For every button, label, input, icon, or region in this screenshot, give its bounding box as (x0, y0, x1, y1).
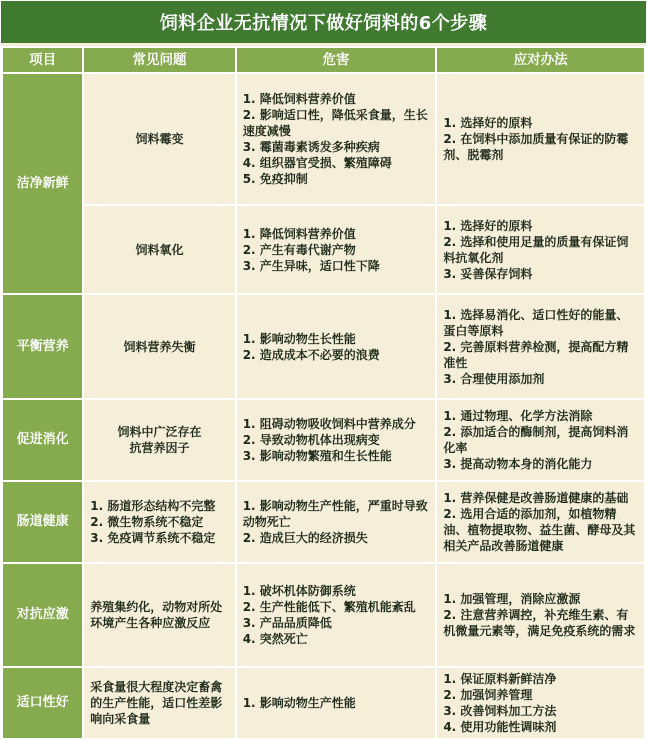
problem-cell (84, 564, 234, 666)
solution-line: 1. 营养保健是改善肠道健康的基础 (443, 491, 629, 505)
table-sheet (1, 1, 646, 734)
solution-line: 1. 选择易消化、适口性好的能量、蛋白等原料 (443, 307, 629, 338)
problem-line: 饲料中广泛存在 (117, 425, 202, 439)
problem-cell (84, 482, 234, 562)
item-cell: 适口性好 (3, 668, 82, 738)
item-cell: 促进消化 (3, 400, 82, 480)
harm-line: 2. 造成巨大的经济损失 (242, 531, 368, 545)
solution-line: 3. 合理使用添加剂 (443, 371, 545, 386)
steps-table (1, 46, 646, 740)
solution-line: 2. 在饲料中添加质量有保证的防霉剂、脱霉剂 (443, 132, 629, 162)
harm-line: 3. 影响动物繁殖和生长性能 (242, 449, 392, 463)
header-solution: 应对办法 (437, 48, 644, 72)
problem-line: 饲料霉变 (135, 132, 184, 146)
solution-line: 1. 选择好的原料 (443, 218, 533, 233)
harm-line: 1. 降低饲料营养价值 (242, 226, 356, 241)
harm-cell (237, 74, 436, 204)
solution-line: 2. 完善原料营养检测，提高配方精准性 (443, 339, 629, 370)
solution-cell (437, 74, 644, 204)
harm-cell (237, 668, 436, 738)
harm-line: 1. 降低饲料营养价值 (242, 92, 356, 106)
solution-cell (437, 668, 644, 738)
harm-cell (237, 482, 436, 562)
solution-line: 3. 改善饲料加工方法 (443, 704, 557, 718)
solution-line: 2. 添加适合的酶制剂，提高饲料消化率 (443, 425, 629, 455)
table-row (3, 564, 644, 666)
harm-line: 2. 造成成本不必要的浪费 (242, 347, 380, 362)
harm-cell (237, 400, 436, 480)
harm-line: 2. 影响适口性，降低采食量，生长速度减慢 (242, 108, 428, 138)
item-cell: 对抗应激 (3, 564, 82, 666)
problem-cell (84, 206, 234, 293)
problem-line: 饲料营养失衡 (123, 339, 196, 354)
problem-line: 2. 微生物系统不稳定 (90, 515, 204, 529)
problem-line: 采食量很大程度决定畜禽的生产性能，适口性差影响向采食量 (90, 680, 223, 726)
harm-line: 3. 产生异味，适口性下降 (242, 258, 380, 273)
solution-cell (437, 564, 644, 666)
solution-cell (437, 400, 644, 480)
solution-cell (437, 295, 644, 398)
solution-line: 2. 加强饲养管理 (443, 688, 533, 702)
problem-line: 1. 肠道形态结构不完整 (90, 499, 216, 513)
problem-cell (84, 74, 234, 204)
solution-line: 1. 通过物理、化学方法消除 (443, 409, 593, 423)
harm-line: 2. 生产性能低下、繁殖机能紊乱 (242, 600, 416, 614)
problem-cell (84, 668, 234, 738)
table-row (3, 74, 644, 204)
header-item: 项目 (3, 48, 82, 72)
harm-line: 1. 阻碍动物吸收饲料中营养成分 (242, 417, 416, 431)
table-row (3, 295, 644, 398)
harm-cell (237, 295, 436, 398)
solution-line: 2. 选用合适的添加剂，如植物精油、植物提取物、益生菌、酵母及其相关产品改善肠道健康 (443, 507, 636, 553)
header-problem: 常见问题 (84, 48, 234, 72)
header-harm: 危害 (237, 48, 436, 72)
harm-line: 3. 霉菌毒素诱发多种疾病 (242, 140, 380, 154)
table-row (3, 206, 644, 293)
harm-line: 4. 组织器官受损、繁殖障碍 (242, 156, 392, 170)
item-cell: 洁净新鲜 (3, 74, 82, 293)
solution-line: 1. 选择好的原料 (443, 116, 533, 130)
harm-cell (237, 564, 436, 666)
solution-line: 2. 选择和使用足量的质量有保证饲料抗氧化剂 (443, 234, 629, 265)
solution-line: 2. 注意营养调控，补充维生素、有机微量元素等，满足免疫系统的需求 (443, 608, 636, 638)
harm-line: 1. 影响动物生长性能 (242, 331, 356, 346)
page-title: 饲料企业无抗情况下做好饲料的6个步骤 (1, 1, 646, 43)
problem-line: 3. 免疫调节系统不稳定 (90, 531, 216, 545)
problem-line: 养殖集约化，动物对所处环境产生各种应激反应 (90, 600, 223, 630)
solution-cell (437, 482, 644, 562)
solution-line: 1. 保证原料新鲜洁净 (443, 672, 557, 686)
item-cell: 肠道健康 (3, 482, 82, 562)
harm-cell (237, 206, 436, 293)
solution-line: 1. 加强管理，消除应激源 (443, 592, 581, 606)
table-row (3, 400, 644, 480)
table-row (3, 668, 644, 738)
harm-line: 5. 免疫抑制 (242, 172, 308, 186)
problem-line: 抗营养因子 (129, 441, 190, 455)
harm-line: 4. 突然死亡 (242, 632, 308, 646)
solution-cell (437, 206, 644, 293)
harm-line: 1. 破坏机体防御系统 (242, 584, 356, 598)
problem-cell (84, 295, 234, 398)
harm-line: 1. 影响动物生产性能，严重时导致动物死亡 (242, 499, 428, 529)
problem-line: 饲料氧化 (135, 242, 184, 257)
solution-line: 3. 提高动物本身的消化能力 (443, 457, 593, 471)
solution-line: 4. 使用功能性调味剂 (443, 720, 557, 734)
harm-line: 1. 影响动物生产性能 (242, 696, 356, 710)
item-cell: 平衡营养 (3, 295, 82, 398)
header-row (3, 48, 644, 72)
table-row (3, 482, 644, 562)
harm-line: 2. 导致动物机体出现病变 (242, 433, 380, 447)
problem-cell (84, 400, 234, 480)
harm-line: 3. 产品品质降低 (242, 616, 332, 630)
solution-line: 3. 妥善保存饲料 (443, 266, 533, 281)
harm-line: 2. 产生有毒代谢产物 (242, 242, 356, 257)
